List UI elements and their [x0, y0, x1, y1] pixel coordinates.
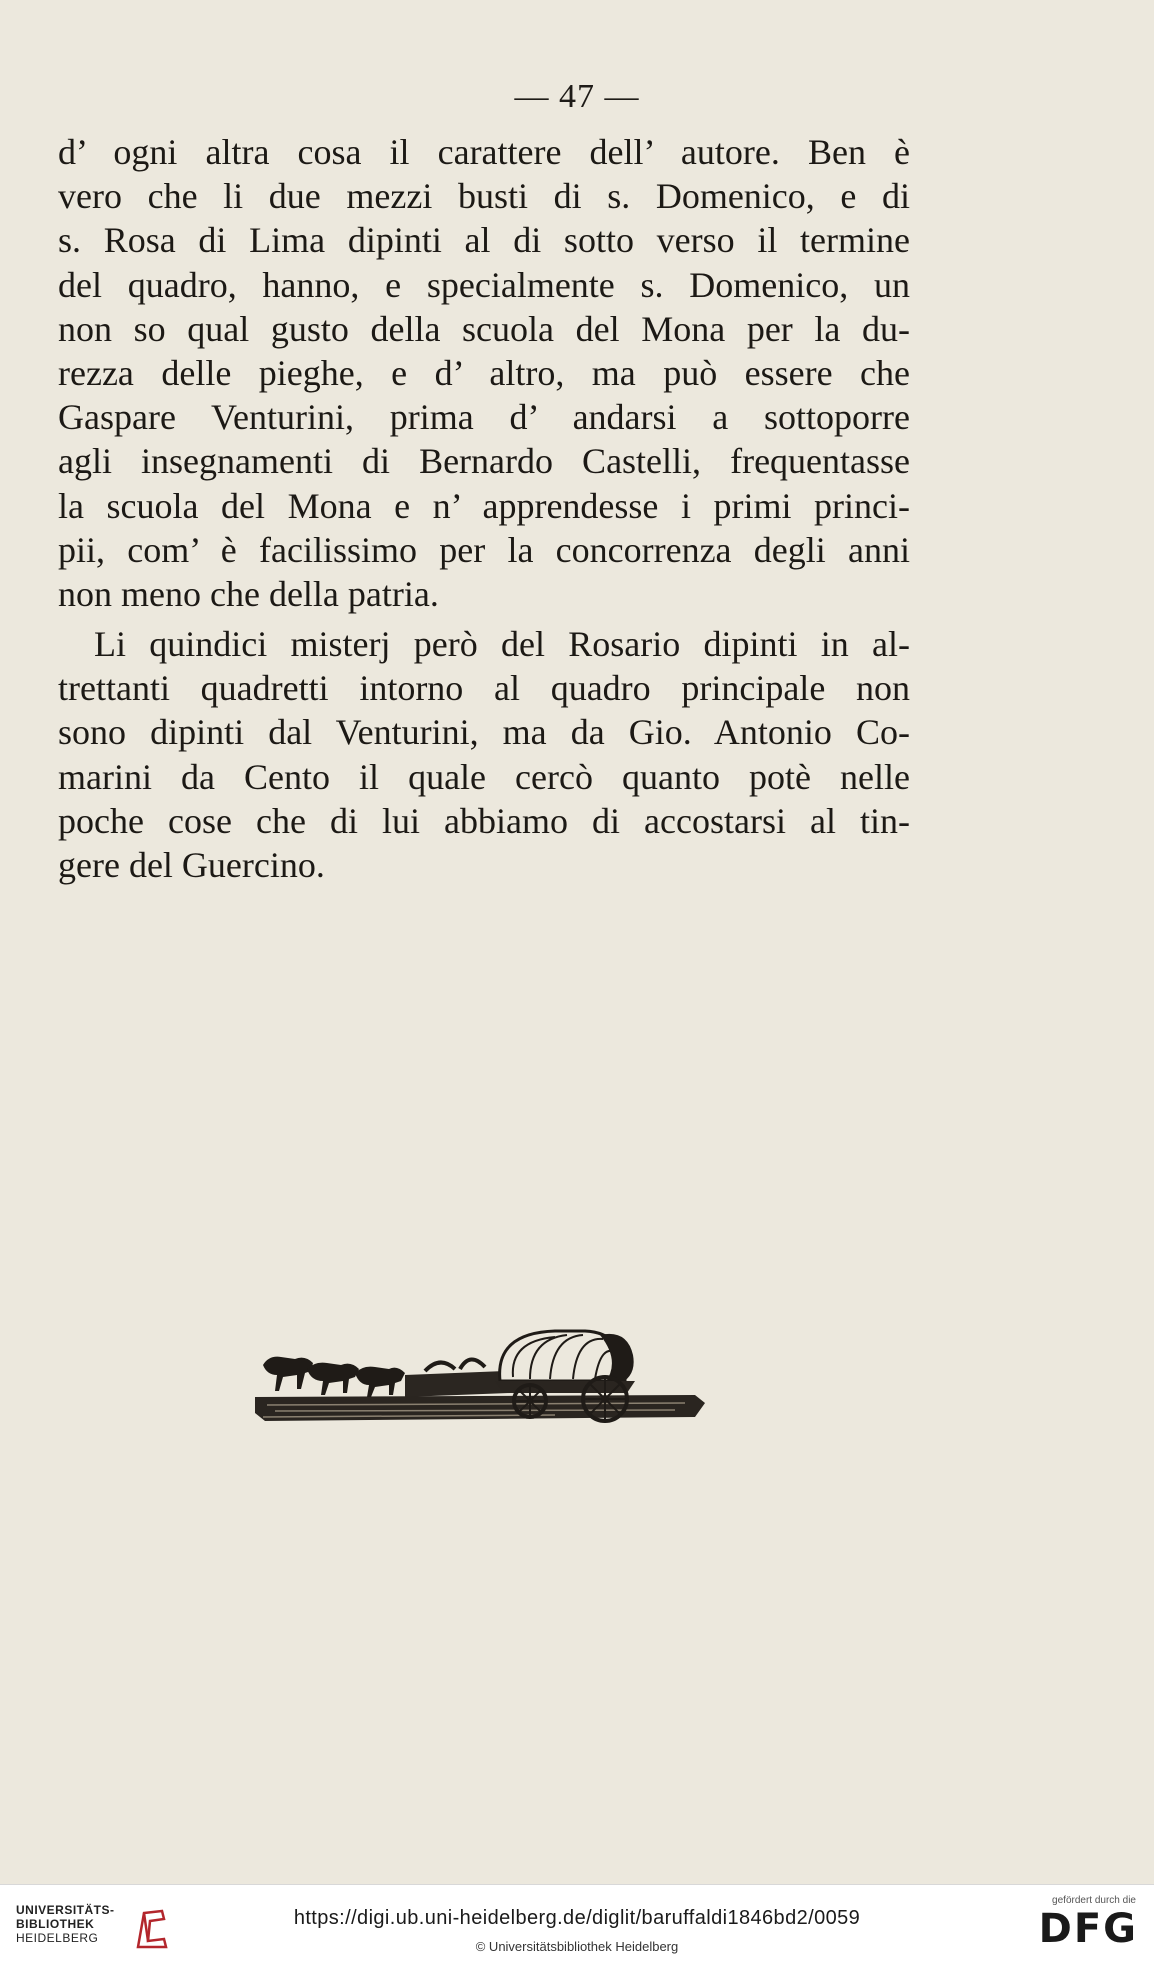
text-line: non meno che della patria. [58, 573, 439, 614]
text-line: trettanti quadretti intorno al quadro principale non [58, 668, 910, 709]
footer-bar [0, 1884, 1154, 1967]
library-name-line: HEIDELBERG [16, 1931, 99, 1945]
text-line: gere del Guercino. [58, 845, 325, 885]
paragraph-2 [58, 622, 910, 887]
library-name-line: UNIVERSITÄTS- [16, 1903, 115, 1917]
text-line: vero che li due mezzi busti di s. Domenico, e di [58, 176, 910, 217]
text-line: sono dipinti dal Venturini, ma da Gio. Antonio Co- [58, 712, 910, 753]
text-line: agli insegnamenti di Bernardo Castelli, frequentasse [58, 441, 910, 482]
horse-drawn-wagon-vignette-icon [255, 1325, 715, 1435]
permalink-url[interactable]: https://digi.ub.uni-heidelberg.de/diglit/baruffaldi1846bd2/0059 [293, 1907, 861, 1929]
text-line: s. Rosa di Lima dipinti al di sotto verso il termine [58, 220, 910, 261]
text-line: Li quindici misterj però del Rosario dipinti in al- [94, 624, 910, 665]
library-name-line: BIBLIOTHEK [16, 1917, 95, 1931]
text-line: pii, com’ è facilissimo per la concorrenza degli anni [58, 529, 910, 570]
dfg-logo: DFG [1038, 1906, 1138, 1952]
text-line: del quadro, hanno, e specialmente s. Domenico, un [58, 264, 910, 305]
text-line: la scuola del Mona e n’ apprendesse i primi princi- [58, 485, 910, 526]
text-line: rezza delle pieghe, e d’ altro, ma può essere che [58, 352, 910, 393]
paragraph-1 [58, 130, 910, 616]
funding-label: gefördert durch die [1052, 1895, 1136, 1906]
text-line: poche cose che di lui abbiamo di accostarsi al tin- [58, 800, 910, 841]
body-text [58, 130, 910, 887]
text-line: d’ ogni altra cosa il carattere dell’ autore. Ben è [58, 132, 910, 172]
text-line: non so qual gusto della scuola del Mona per la du- [58, 308, 910, 349]
page-number: — 47 — [514, 78, 640, 115]
copyright-notice: © Universitätsbibliothek Heidelberg [475, 1939, 679, 1954]
funding-block[interactable] [1018, 1895, 1138, 1961]
text-line: marini da Cento il quale cercò quanto potè nelle [58, 756, 910, 797]
text-line: Gaspare Venturini, prima d’ andarsi a sottoporre [58, 397, 910, 438]
